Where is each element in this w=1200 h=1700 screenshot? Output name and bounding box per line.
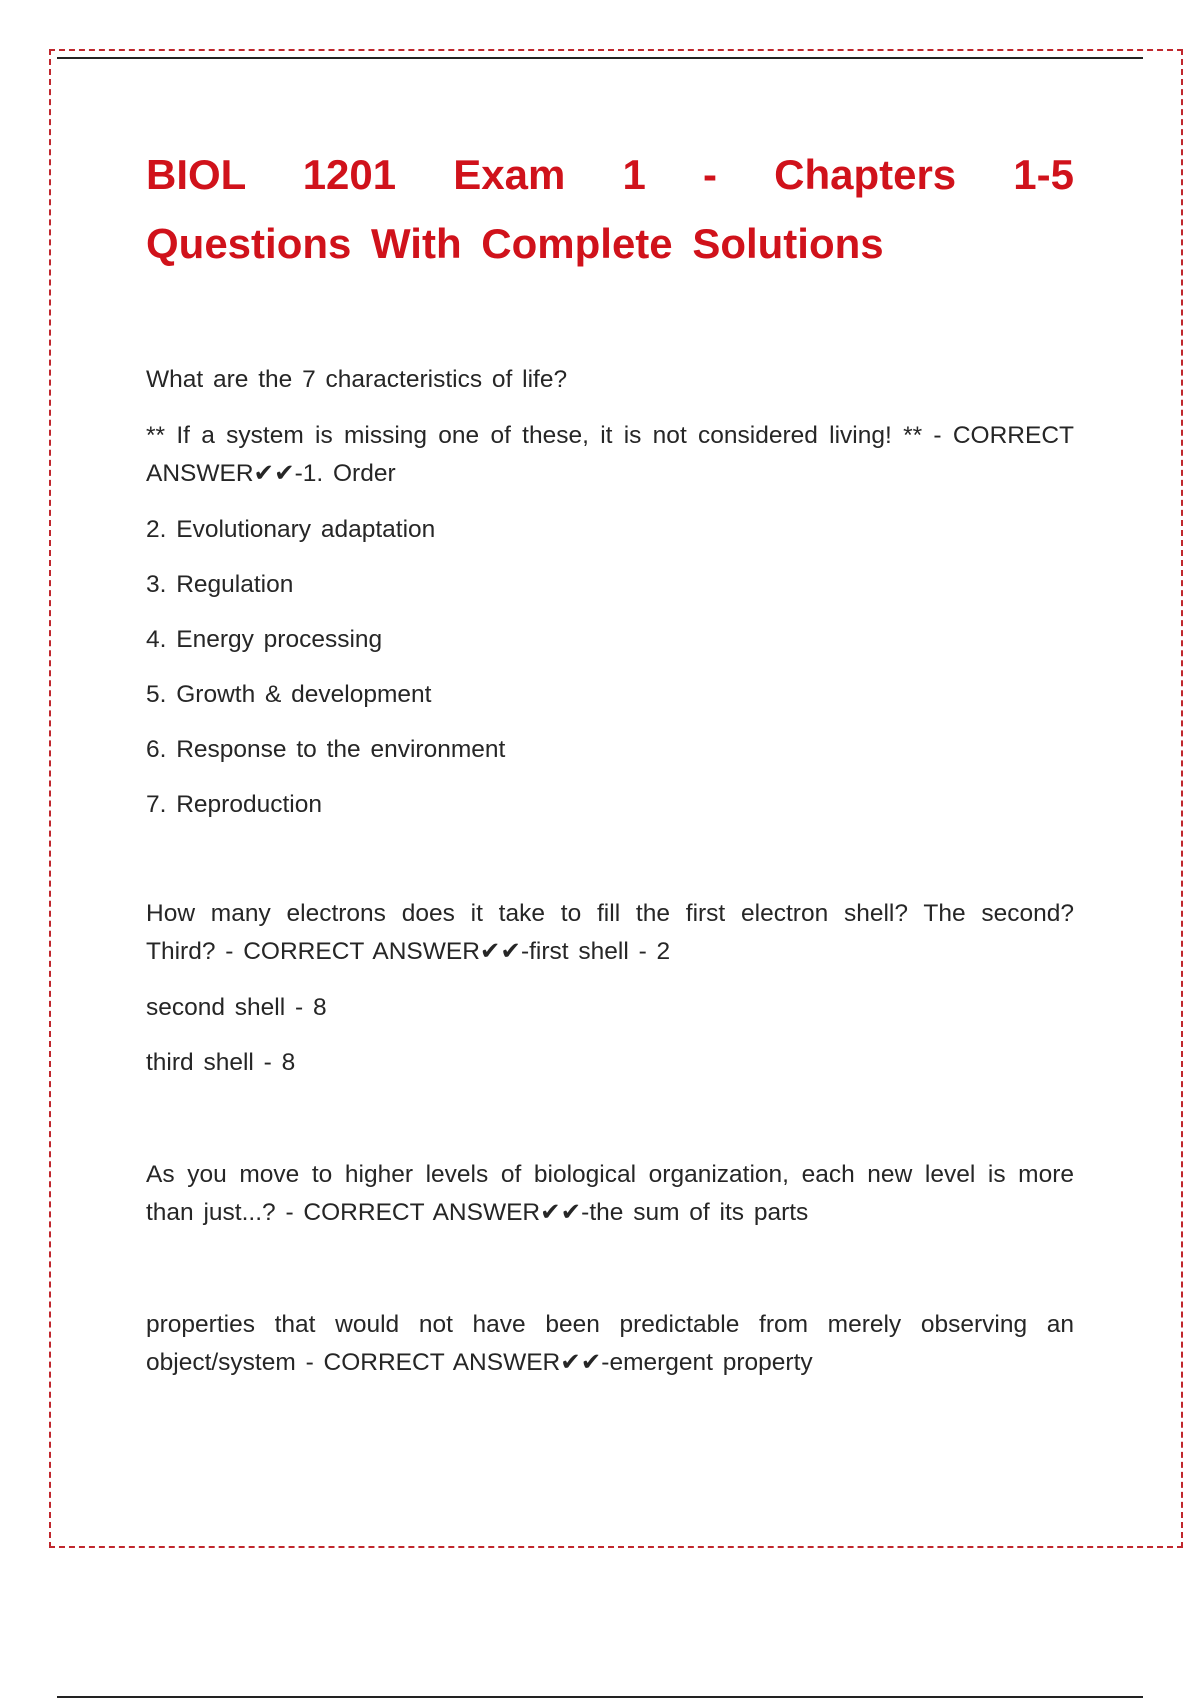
document-body — [146, 140, 1074, 1382]
header-rule — [57, 57, 1143, 59]
qa-block-3 — [146, 1156, 1074, 1232]
answer-1-item: 7. Reproduction — [146, 791, 322, 818]
question-3: As you move to higher levels of biological organization, each new level is more than just...? - CORRECT ANSWER✔✔-the sum of its parts — [146, 1161, 1074, 1226]
question-1: What are the 7 characteristics of life? — [146, 366, 568, 393]
answer-1-note: ** If a system is missing one of these, it is not considered living! ** - CORRECT ANSWER✔✔-1. Order — [146, 422, 1074, 487]
answer-1-item: 4. Energy processing — [146, 626, 383, 653]
document-title: BIOL 1201 Exam 1 - Chapters 1-5 Questions With Complete Solutions — [146, 151, 1074, 267]
question-2: How many electrons does it take to fill the first electron shell? The second? Third? - CORRECT ANSWER✔✔-first shell - 2 — [146, 900, 1074, 965]
footer-rule — [57, 1696, 1143, 1698]
answer-1-item: 6. Response to the environment — [146, 736, 506, 763]
question-4: properties that would not have been predictable from merely observing an object/system - CORRECT ANSWER✔✔-emergent property — [146, 1311, 1074, 1376]
answer-2-line: second shell - 8 — [146, 994, 327, 1021]
answer-2-line: third shell - 8 — [146, 1049, 296, 1076]
answer-1-item: 3. Regulation — [146, 571, 294, 598]
qa-block-1 — [146, 361, 1074, 824]
answer-1-item: 2. Evolutionary adaptation — [146, 516, 436, 543]
qa-block-2 — [146, 895, 1074, 1082]
qa-block-4 — [146, 1306, 1074, 1382]
answer-1-item: 5. Growth & development — [146, 681, 432, 708]
